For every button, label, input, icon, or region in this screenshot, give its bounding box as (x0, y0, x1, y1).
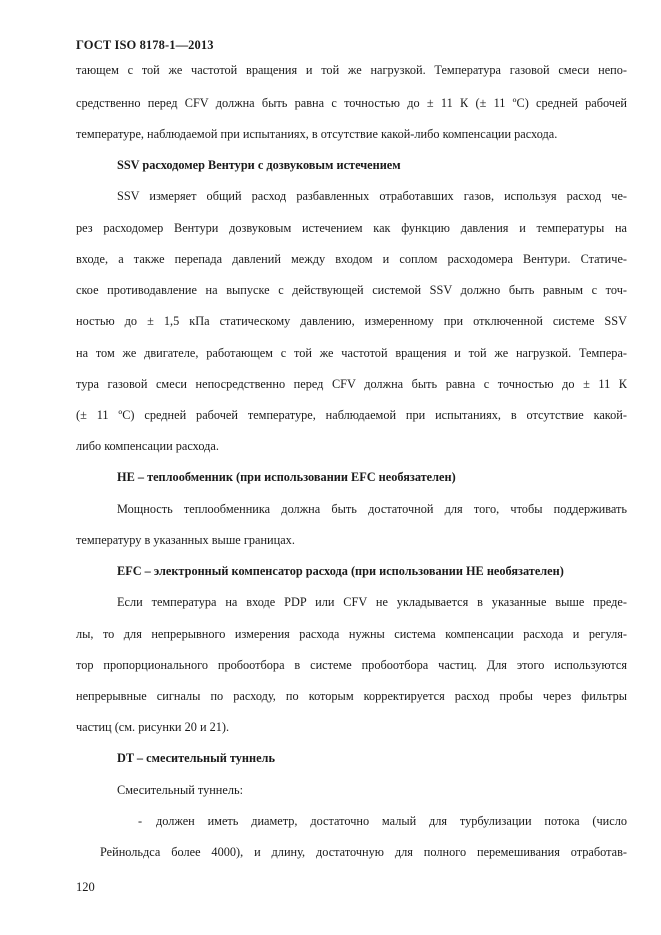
paragraph-line: частиц (см. рисунки 20 и 21). (76, 720, 230, 734)
paragraph-line: средственно перед CFV должна быть равна с точностью до ± 11 К (± 11 ºС) средней рабочей (76, 96, 627, 110)
paragraph-line: тура газовой смеси непосредственно перед CFV должна быть равна с точностью до ± 11 К (76, 377, 627, 391)
paragraph-line: SSV измеряет общий расход разбавленных отработавших газов, используя расход че- (117, 189, 627, 203)
paragraph-line: рез расходомер Вентури дозвуковым истечением как функцию давления и температуры на (76, 221, 627, 235)
list-item-line: Рейнольдса более 4000), и длину, достаточную для полного перемешивания отработав- (100, 845, 627, 859)
paragraph-line: тающем с той же частотой вращения и той же нагрузкой. Температура газовой смеси непо- (76, 63, 627, 77)
list-bullet: - (138, 814, 143, 828)
page-number: 120 (76, 880, 95, 894)
section-heading-dt: DT – смесительный туннель (117, 751, 275, 765)
section-heading-ssv: SSV расходомер Вентури с дозвуковым истечением (117, 158, 401, 172)
paragraph-line: Мощность теплообменника должна быть достаточной для того, чтобы поддерживать (117, 502, 627, 516)
paragraph-line: ское противодавление на выпуске с действующей системой SSV должно быть равным с точ- (76, 283, 627, 297)
paragraph-line: непрерывные сигналы по расходу, по которым корректируется расход пробы через фильтры (76, 689, 627, 703)
document-header: ГОСТ ISO 8178-1—2013 (76, 38, 214, 52)
paragraph-line: Если температура на входе PDP или CFV не укладывается в указанные выше преде- (117, 595, 627, 609)
paragraph-line: ностью до ± 1,5 кПа статическому давлению, измеренному при отключенной системе SSV (76, 314, 627, 328)
paragraph-line: Смесительный туннель: (117, 783, 244, 797)
paragraph-line: тор пропорционального пробоотбора в системе пробоотбора частиц. Для этого используются (76, 658, 627, 672)
section-heading-he: HE – теплообменник (при использовании EFC необязателен) (117, 470, 456, 484)
paragraph-line: температуру в указанных выше границах. (76, 533, 295, 547)
paragraph-line: входе, а также перепада давлений между входом и соплом расходомера Вентури. Статиче- (76, 252, 627, 266)
paragraph-line: либо компенсации расхода. (76, 439, 219, 453)
section-heading-efc: EFC – электронный компенсатор расхода (при использовании HE необязателен) (117, 564, 564, 578)
list-item-line: должен иметь диаметр, достаточно малый для турбулизации потока (число (156, 814, 627, 828)
paragraph-line: (± 11 ºС) средней рабочей температуре, наблюдаемой при испытаниях, в отсутствие какой- (76, 408, 627, 422)
paragraph-line: лы, то для непрерывного измерения расхода нужны система компенсации расхода и регуля- (76, 627, 627, 641)
paragraph-line: на том же двигателе, работающем с той же частотой вращения и той же нагрузкой. Темпера- (76, 346, 627, 360)
paragraph-line: температуре, наблюдаемой при испытаниях, в отсутствие какой-либо компенсации расхода. (76, 127, 558, 141)
